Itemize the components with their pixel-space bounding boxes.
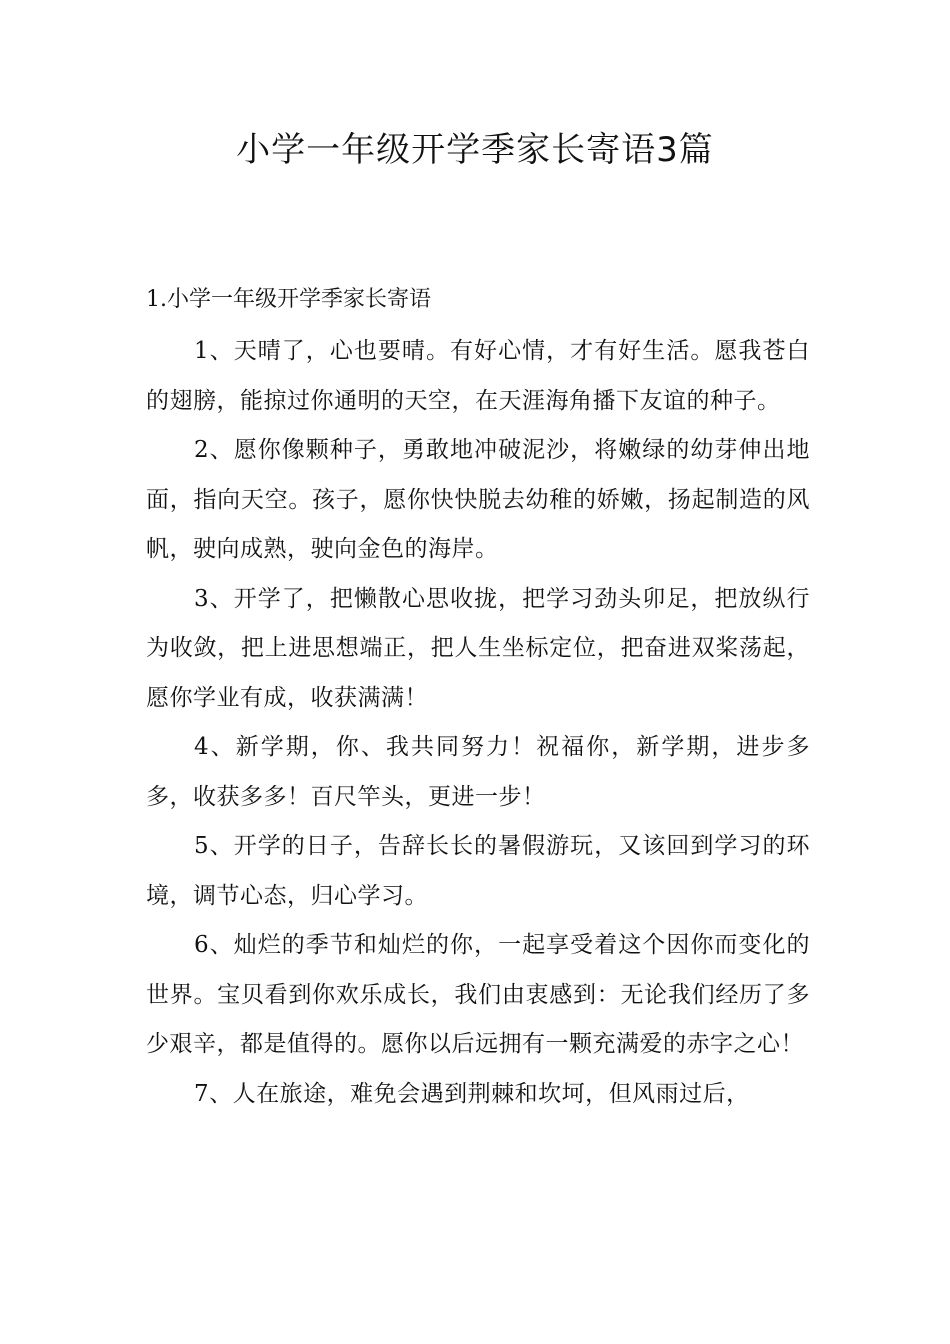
- paragraph-7: 7、人在旅途，难免会遇到荆棘和坎坷，但风雨过后，: [194, 1080, 750, 1107]
- document-title: 小学一年级开学季家长寄语3篇: [236, 130, 714, 170]
- paragraph-4: 4、新学期，你、我共同努力！祝福你，新学期，进步多多，收获多多！百尺竿头，更进一步！: [146, 734, 810, 810]
- paragraph-1: 1、天晴了，心也要晴。有好心情，才有好生活。愿我苍白的翅膀，能掠过你通明的天空，在天涯海角播下友谊的种子。: [146, 338, 810, 414]
- paragraph-5: 5、开学的日子，告辞长长的暑假游玩，又该回到学习的环境，调节心态，归心学习。: [146, 833, 810, 909]
- paragraph-2: 2、愿你像颗种子，勇敢地冲破泥沙，将嫩绿的幼芽伸出地面，指向天空。孩子，愿你快快脱去幼稚的娇嫩，扬起制造的风帆，驶向成熟，驶向金色的海岸。: [146, 437, 810, 562]
- paragraph-3: 3、开学了，把懒散心思收拢，把学习劲头卯足，把放纵行为收敛，把上进思想端正，把人生坐标定位，把奋进双桨荡起，愿你学业有成，收获满满！: [146, 585, 810, 711]
- document-body: [146, 327, 810, 1119]
- paragraph-6: 6、灿烂的季节和灿烂的你，一起享受着这个因你而变化的世界。宝贝看到你欢乐成长，我们由衷感到：无论我们经历了多少艰辛，都是值得的。愿你以后远拥有一颗充满爱的赤字之心！: [146, 932, 810, 1057]
- section-heading: 1.小学一年级开学季家长寄语: [146, 287, 431, 312]
